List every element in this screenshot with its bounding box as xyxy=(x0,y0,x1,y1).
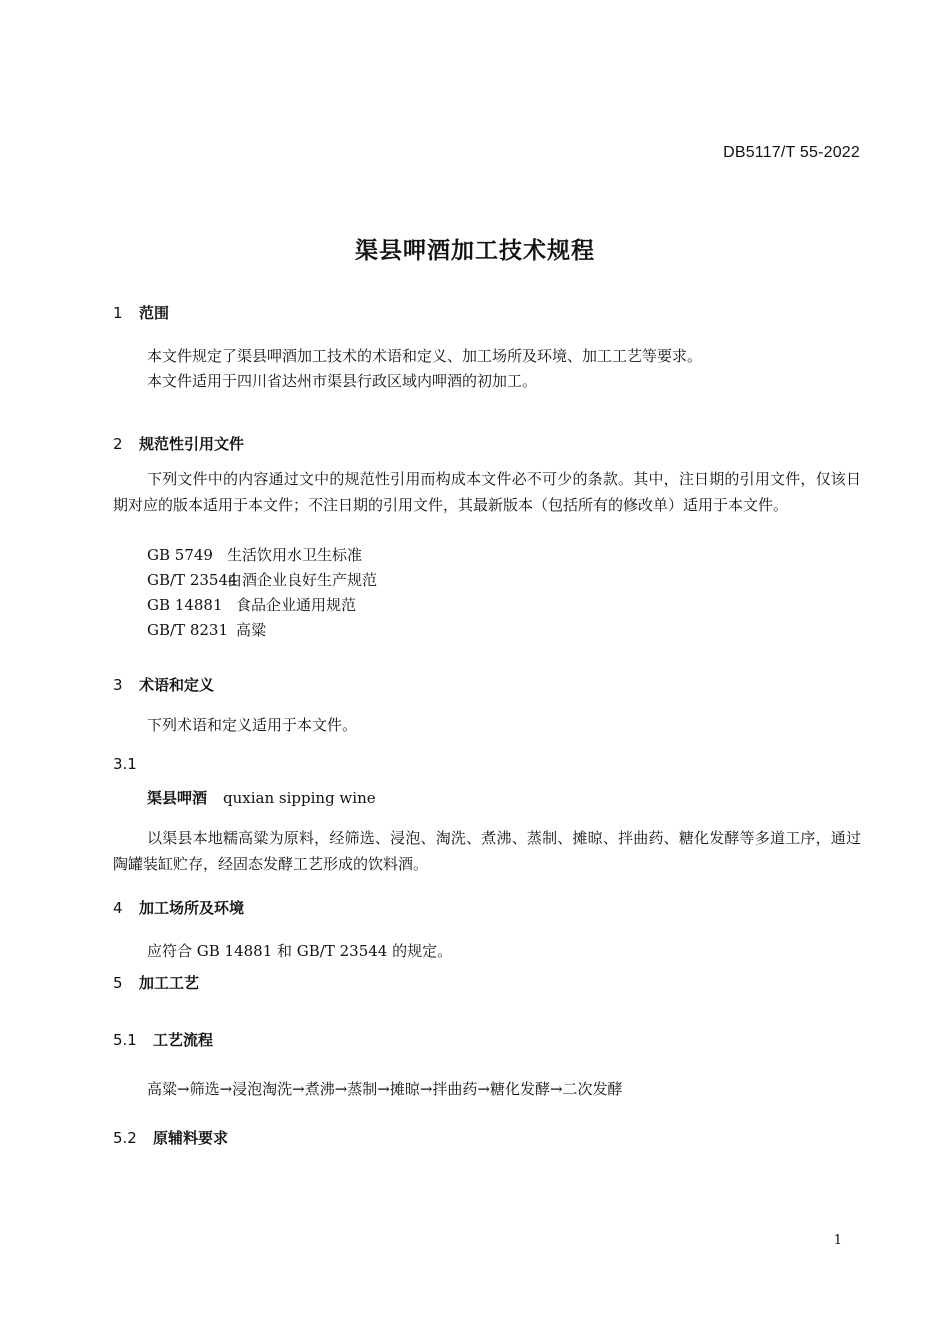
section-number: 2 xyxy=(113,435,123,453)
reference-code: GB 14881 xyxy=(147,596,223,614)
section-5-heading xyxy=(113,972,199,993)
reference-name: 生活饮用水卫生标准 xyxy=(227,546,363,564)
reference-item xyxy=(147,594,356,615)
terms-intro: 下列术语和定义适用于本文件。 xyxy=(147,716,358,734)
reference-code: GB/T 8231 xyxy=(147,621,229,639)
section-4-heading xyxy=(113,897,244,918)
term-number: 3.1 xyxy=(113,755,137,773)
environment-requirement: 应符合 GB 14881 和 GB/T 23544 的规定。 xyxy=(147,942,453,960)
section-title: 范围 xyxy=(139,304,170,322)
section-2-heading xyxy=(113,433,244,454)
reference-item xyxy=(147,619,266,640)
subsection-5-2-heading xyxy=(113,1127,228,1148)
section-1-heading xyxy=(113,302,169,323)
reference-code: GB/T 23544 xyxy=(147,571,238,589)
section-number: 4 xyxy=(113,899,123,917)
section-number: 5 xyxy=(113,974,123,992)
reference-name: 高粱 xyxy=(236,621,267,639)
reference-name: 食品企业通用规范 xyxy=(236,596,357,614)
term-definition: 以渠县本地糯高粱为原料，经筛选、浸泡、淘洗、煮沸、蒸制、摊晾、拌曲药、糖化发酵等多道工序，通过陶罐装缸贮存，经固态发酵工艺形成的饮料酒。 xyxy=(113,829,861,873)
section-title: 加工工艺 xyxy=(139,974,200,992)
page-number: 1 xyxy=(833,1233,842,1248)
term-chinese: 渠县呷酒 xyxy=(147,789,208,807)
scope-paragraph-1: 本文件规定了渠县呷酒加工技术的术语和定义、加工场所及环境、加工工艺等要求。 xyxy=(147,347,703,365)
subsection-number: 5.2 xyxy=(113,1129,137,1147)
document-title: 渠县呷酒加工技术规程 xyxy=(355,238,595,264)
subsection-title: 工艺流程 xyxy=(153,1031,214,1049)
term-english: quxian sipping wine xyxy=(223,789,376,807)
section-number: 1 xyxy=(113,304,123,322)
subsection-title: 原辅料要求 xyxy=(153,1129,229,1147)
document-id: DB5117/T 55-2022 xyxy=(723,144,860,161)
reference-item xyxy=(147,569,377,590)
section-title: 加工场所及环境 xyxy=(139,899,245,917)
section-title: 术语和定义 xyxy=(139,676,215,694)
normative-references-intro: 下列文件中的内容通过文中的规范性引用而构成本文件必不可少的条款。其中，注日期的引用文件，仅该日期对应的版本适用于本文件；不注日期的引用文件，其最新版本（包括所有的修改单）适用于本文件。 xyxy=(113,470,861,514)
reference-item xyxy=(147,544,362,565)
scope-paragraph-2: 本文件适用于四川省达州市渠县行政区域内呷酒的初加工。 xyxy=(147,372,538,390)
reference-code: GB 5749 xyxy=(147,546,213,564)
subsection-number: 5.1 xyxy=(113,1031,137,1049)
reference-name: 白酒企业良好生产规范 xyxy=(227,571,378,589)
section-number: 3 xyxy=(113,676,123,694)
process-flow: 高粱→筛选→浸泡淘洗→煮沸→蒸制→摊晾→拌曲药→糖化发酵→二次发酵 xyxy=(147,1080,623,1098)
section-3-heading xyxy=(113,674,214,695)
subsection-5-1-heading xyxy=(113,1029,213,1050)
term-entry xyxy=(147,787,376,808)
section-title: 规范性引用文件 xyxy=(139,435,245,453)
